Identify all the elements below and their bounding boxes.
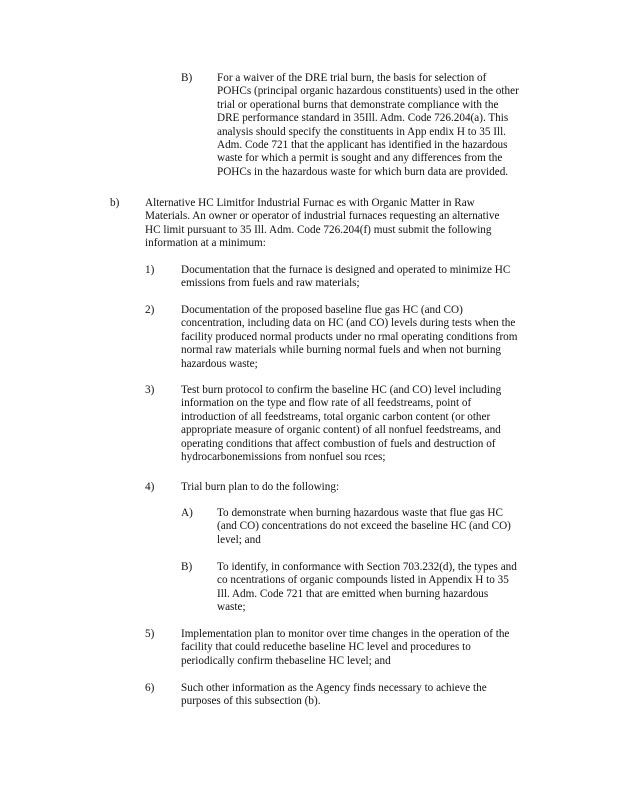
item-text: [217, 507, 537, 547]
item-text: [145, 197, 517, 251]
text-line: To demonstrate when burning hazardous waste that flue gas HC: [217, 507, 503, 519]
text-line: Implementation plan to monitor over time changes in the operation of the: [181, 628, 510, 640]
item-label: b): [110, 197, 120, 209]
item-text: [181, 304, 541, 371]
text-line: Documentation of the proposed baseline flue gas HC (and CO): [181, 304, 463, 316]
text-line: Adm. Code 721 that the applicant has identified in the hazardous: [217, 139, 508, 152]
text-line: level; and: [217, 533, 261, 546]
item-text: [217, 561, 537, 615]
item-label: 2): [145, 304, 155, 316]
item-label: B): [181, 561, 193, 573]
text-line: periodically confirm thebaseline HC level; and: [181, 654, 391, 667]
text-line: Documentation that the furnace is designed and operated to minimize HC: [181, 264, 511, 276]
text-line: facility that could reducethe baseline HC level and procedures to: [181, 641, 471, 654]
text-line: (and CO) concentrations do not exceed the baseline HC (and CO): [217, 520, 511, 533]
text-line: Such other information as the Agency finds necessary to achieve the: [181, 682, 487, 694]
item-label: 3): [145, 384, 155, 396]
text-line: information on the type and flow rate of all feedstreams, point of: [181, 397, 472, 410]
text-line: Ill. Adm. Code 721 that are emitted when burning hazardous: [217, 587, 489, 600]
text-line: hydrocarbonemissions from nonfuel sou rces;: [181, 451, 386, 464]
text-line: Materials. An owner or operator of industrial furnaces requesting an alternative: [145, 210, 500, 223]
item-text: [181, 264, 541, 291]
text-line: facility produced normal products under no rmal operating conditions from: [181, 330, 518, 343]
text-line: operating conditions that affect combustion of fuels and destruction of: [181, 437, 496, 450]
text-line: appropriate measure of organic content) of all nonfuel feedstreams, and: [181, 424, 501, 437]
text-line: Trial burn plan to do the following:: [181, 481, 340, 493]
text-line: waste;: [217, 601, 246, 614]
text-line: Test burn protocol to confirm the baseline HC (and CO) level including: [181, 384, 502, 396]
text-line: Alternative HC Limitfor Industrial Furnac es with Organic Matter in Raw: [145, 197, 475, 209]
item-text: [181, 628, 541, 668]
item-label: 1): [145, 264, 155, 276]
item-label: B): [181, 72, 193, 84]
text-line: To identify, in conformance with Section 703.232(d), the types and: [217, 561, 517, 573]
item-label: A): [181, 507, 193, 519]
text-line: DRE performance standard in 35Ill. Adm. Code 726.204(a). This: [217, 112, 509, 125]
text-line: emissions from fuels and raw materials;: [181, 277, 360, 290]
item-text: [181, 682, 541, 709]
text-line: concentration, including data on HC (and CO) levels during tests when the: [181, 317, 516, 330]
item-text: [217, 72, 543, 179]
text-line: waste for which a permit is sought and any differences from the: [217, 152, 503, 165]
text-line: POHCs (principal organic hazardous constituents) used in the other: [217, 85, 519, 98]
item-label: 4): [145, 481, 155, 493]
text-line: purposes of this subsection (b).: [181, 695, 321, 708]
item-text: [181, 384, 541, 464]
text-line: analysis should specify the constituents in App endix H to 35 Ill.: [217, 125, 506, 138]
text-line: normal raw materials while burning normal fuels and when not burning: [181, 344, 502, 357]
item-label: 5): [145, 628, 155, 640]
text-line: trial or operational burns that demonstrate compliance with the: [217, 98, 499, 111]
text-line: For a waiver of the DRE trial burn, the basis for selection of: [217, 72, 487, 84]
text-line: hazardous waste;: [181, 357, 258, 370]
text-line: introduction of all feedstreams, total organic carbon content (or other: [181, 410, 491, 423]
text-line: information at a minimum:: [145, 237, 266, 250]
text-line: HC limit pursuant to 35 Ill. Adm. Code 726.204(f) must submit the following: [145, 223, 492, 236]
text-line: POHCs in the hazardous waste for which burn data are provided.: [217, 165, 509, 178]
text-line: co ncentrations of organic compounds listed in Appendix H to 35: [217, 574, 509, 587]
item-text: [181, 481, 541, 494]
item-label: 6): [145, 682, 155, 694]
